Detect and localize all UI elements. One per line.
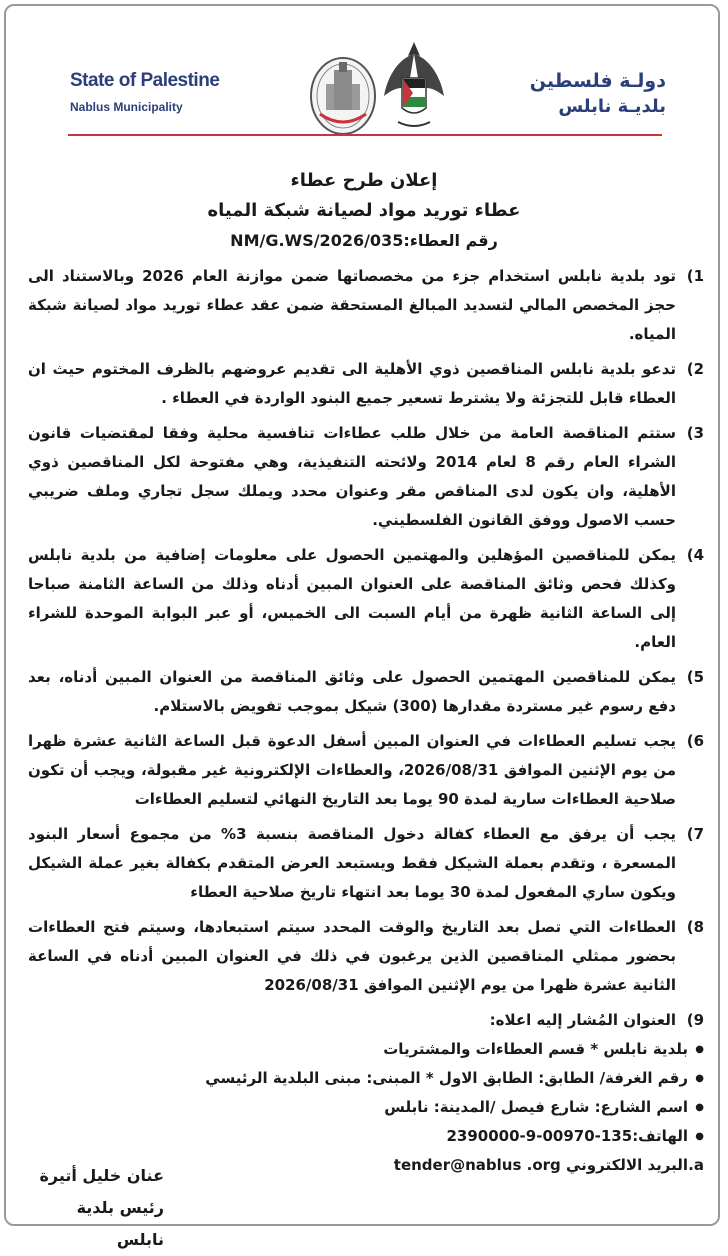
clause-9	[28, 1006, 704, 1035]
clause-5	[28, 663, 704, 721]
clause-number: 6)	[686, 732, 704, 750]
arabic-title: دولـة فلسطين	[529, 70, 666, 92]
clause-2	[28, 355, 704, 413]
english-letterhead	[70, 70, 230, 114]
document-frame	[4, 4, 720, 1249]
clause-4	[28, 541, 704, 657]
address-list	[28, 1035, 704, 1151]
clause-text: ستتم المناقصة العامة من خلال طلب عطاءات تنافسية محلية وفقا لمقتضيات قانون الشراء العام رقم 8 لعام 2014 ولائحته التنفيذية، وهي مفتوحة لكل المناقصين ذوي الأهلية، وان يكون لدى المناقص مقر وعنوان محدد ويملك سجل تجاري وملف ضريبي حسب الاصول ووفق القانون الفلسطيني.	[28, 424, 677, 529]
clause-text: يجب أن يرفق مع العطاء كفالة دخول المناقصة بنسبة 3% من مجموع أسعار البنود المسعرة ، وتقدم بعملة الشيكل فقط ويستبعد العرض المتقدم بكفالة بغير عملة الشيكل ويكون ساري المفعول لمدة 30 يوما بعد انتهاء تاريخ صلاحية العطاء	[28, 825, 676, 901]
letterhead	[6, 6, 722, 146]
clause-text: تدعو بلدية نابلس المناقصين ذوي الأهلية الى تقديم عروضهم بالظرف المختوم حيث ان العطاء قابل للتجزئة ولا يشترط تسعير جميع البنود الواردة في العطاء .	[28, 360, 676, 407]
palestine-eagle-emblem-icon	[380, 34, 448, 140]
address-line-phone: ● الهاتف:135-00970-9-2390000	[28, 1122, 704, 1151]
nablus-municipality-logo-icon	[306, 44, 380, 140]
clause-1	[28, 262, 704, 349]
clause-number: 7)	[686, 825, 704, 843]
signatory-name: عنان خليل أتيرة	[39, 1166, 164, 1185]
signature-block	[24, 1160, 164, 1256]
tender-number: رقم العطاء:NM/G.WS/2026/035	[230, 231, 498, 250]
clause-6	[28, 727, 704, 814]
clause-text: يمكن للمناقصين المهتمين الحصول على وثائق المناقصة من العنوان المبين أدناه، بعد دفع رسوم غير مستردة مقدارها (300) شيكل بموجب تفويض بالاستلام.	[28, 668, 676, 715]
announcement-titles	[6, 166, 722, 256]
address-line-street: ● اسم الشارع: شارع فيصل /المدينة: نابلس	[28, 1093, 704, 1122]
clause-number: 9)	[686, 1011, 704, 1029]
clause-number: 5)	[686, 668, 704, 686]
arabic-letterhead	[530, 70, 666, 117]
clause-number: 2)	[686, 360, 704, 378]
clause-text: العنوان المُشار إليه اعلاه:	[489, 1011, 676, 1029]
clause-8	[28, 913, 704, 1000]
clause-text: يجب تسليم العطاءات في العنوان المبين أسفل الدعوة قبل الساعة الثانية عشرة ظهرا من يوم الإثنين الموافق 2026/08/31، والعطاءات الإلكترونية غير مقبولة، ويجب أن تكون صلاحية العطاءات سارية لمدة 90 يوما بعد التاريخ النهائي لتسليم العطاءات	[28, 732, 676, 808]
signatory-title: رئيس بلدية نابلس	[76, 1198, 164, 1249]
header-divider	[68, 134, 662, 136]
clause-number: 3)	[686, 424, 704, 442]
clause-number: 8)	[686, 918, 704, 936]
clause-text: العطاءات التي تصل بعد التاريخ والوقت المحدد سيتم استبعادها، وسيتم فتح العطاءات بحضور ممثلي المناقصين الذين يرغبون في ذلك في العنوان المبين أدناه في الساعة الثانية عشرة ظهرا من يوم الإثنين الموافق 2026/08/31	[28, 918, 676, 994]
email-label: البريد الالكتروني	[566, 1156, 688, 1174]
address-line-department: ● بلدية نابلس * قسم العطاءات والمشتريات	[28, 1035, 704, 1064]
email-address[interactable]: tender@nablus .org	[393, 1156, 561, 1174]
clause-7	[28, 820, 704, 907]
announcement-body	[28, 262, 704, 1180]
arabic-subtitle: بلديـة نابلس	[558, 96, 666, 117]
email-list-marker: a.	[688, 1156, 704, 1174]
english-subtitle: Nablus Municipality	[70, 100, 183, 114]
clause-text: تود بلدية نابلس استخدام جزء من مخصصاتها ضمن موازنة العام 2026 وبالاستناد الى حجز المخصص المالي لتسديد المبالغ المستحقة ضمن عقد عطاء توريد مواد لصيانة شبكة المياه.	[28, 267, 676, 343]
clause-3	[28, 419, 704, 535]
tender-subject: عطاء توريد مواد لصيانة شبكة المياه	[207, 200, 521, 221]
announcement-heading: إعلان طرح عطاء	[290, 170, 438, 191]
address-line-room: ● رقم الغرفة/ الطابق: الطابق الاول * المبنى: مبنى البلدية الرئيسي	[28, 1064, 704, 1093]
clause-text: يمكن للمناقصين المؤهلين والمهتمين الحصول على معلومات إضافية من بلدية نابلس وكذلك فحص وثائق المناقصة على العنوان المبين أدناه وذلك من الساعة الثامنة صباحا إلى الساعة الثانية ظهرة من أيام السبت الى الخميس، أو عبر البوابة الموحدة للشراء العام.	[28, 546, 676, 651]
english-title: State of Palestine	[70, 70, 220, 91]
clause-number: 4)	[686, 546, 704, 564]
clause-number: 1)	[686, 267, 704, 285]
